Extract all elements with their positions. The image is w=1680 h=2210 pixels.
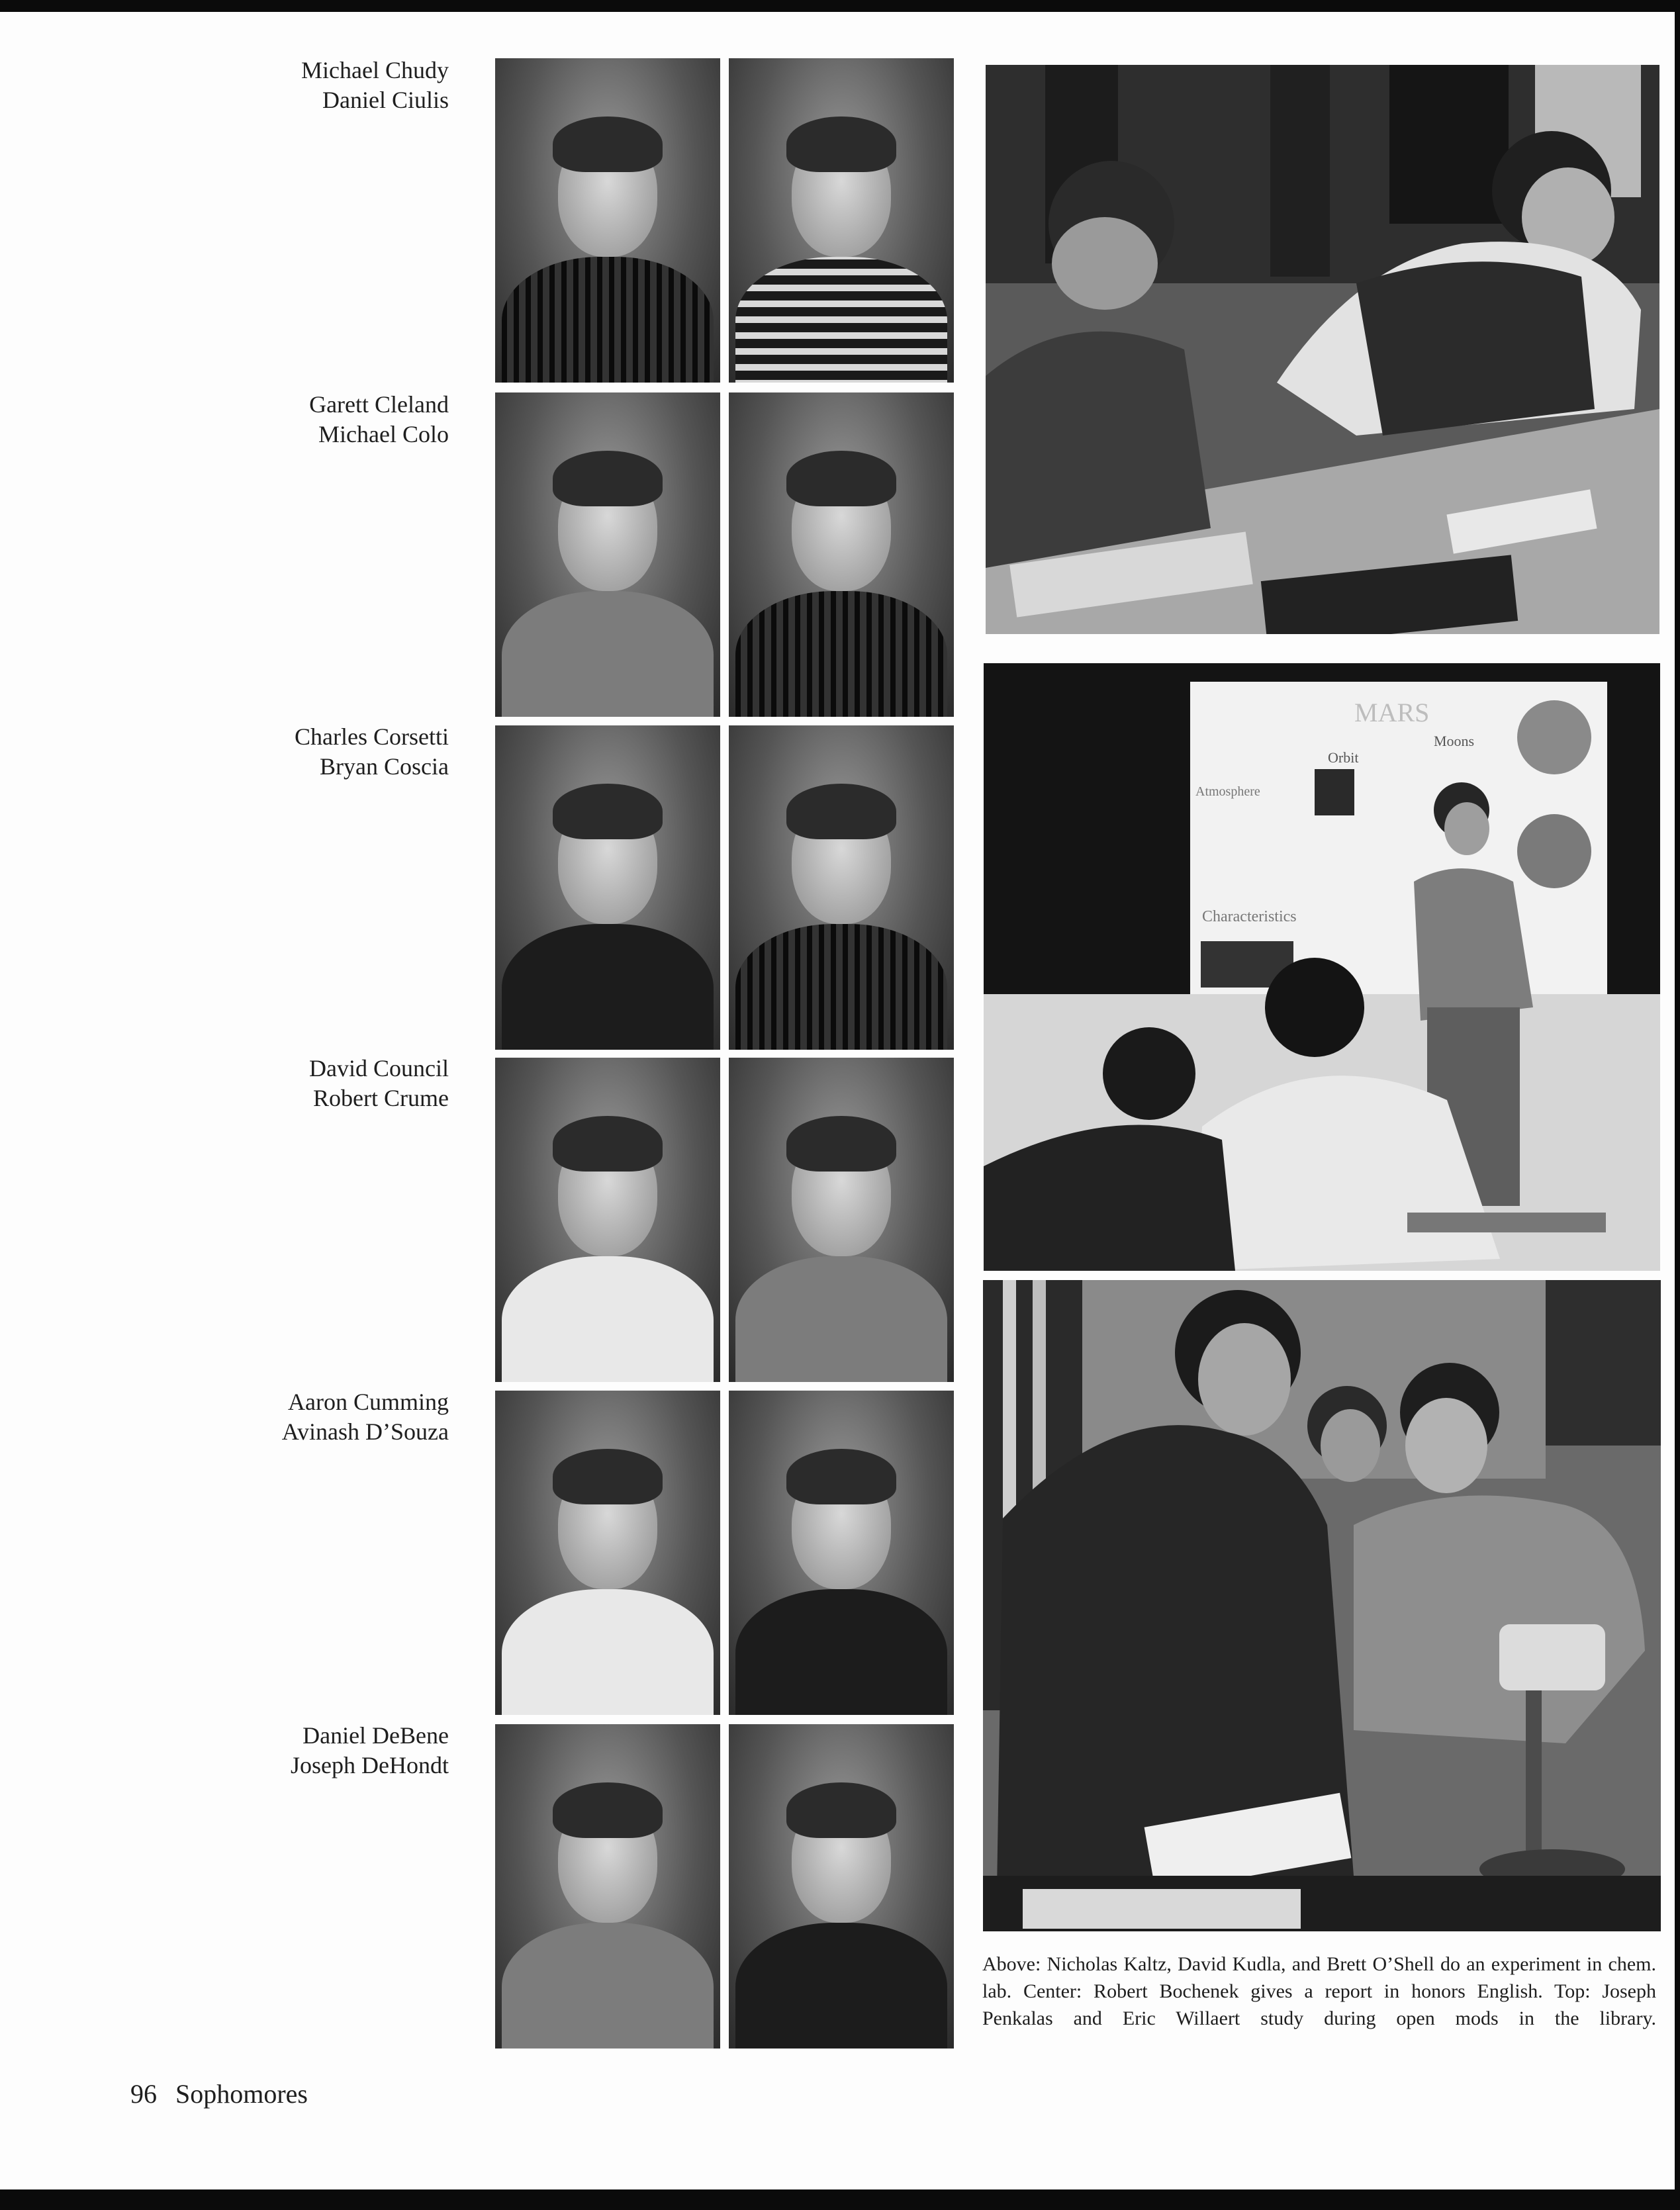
student-name: Michael Chudy [301,57,449,83]
chem-lab-photo [983,1280,1661,1931]
portrait-hair [786,1116,896,1172]
portrait-shirt [735,1923,947,2049]
student-name: Garett Cleland [309,391,449,418]
portrait-shirt [502,591,714,717]
student-name: Robert Crume [313,1085,449,1111]
student-portrait [729,58,954,383]
portrait-hair [553,1449,663,1504]
page-number: 96 [130,2079,157,2109]
portrait-shirt [502,1923,714,2049]
portrait-shirt [502,924,714,1050]
name-pair-3 [295,722,449,782]
english-report-photo [984,663,1660,1271]
portrait-hair [786,784,896,839]
poster-moons-label: Moons [1434,733,1475,749]
student-portrait [495,1391,720,1715]
name-pair-1 [301,56,449,115]
student-name: Daniel Ciulis [322,87,449,113]
poster-atmosphere-label: Atmosphere [1195,784,1260,799]
student-portrait [729,1724,954,2049]
portrait-shirt [502,257,714,383]
portrait-hair [786,451,896,506]
portrait-shirt [735,924,947,1050]
name-pair-6 [291,1721,449,1780]
poster-orbit-label: Orbit [1328,749,1359,766]
portrait-shirt [735,1256,947,1382]
portrait-hair [553,1782,663,1838]
section-title: Sophomores [175,2079,308,2109]
portrait-hair [553,451,663,506]
name-pair-2 [309,390,449,449]
portrait-shirt [735,1589,947,1715]
portrait-shirt [735,591,947,717]
student-portrait [495,58,720,383]
student-name: Bryan Coscia [320,753,449,780]
student-portrait [495,725,720,1050]
student-name: Daniel DeBene [303,1722,449,1749]
page-folio [130,2078,308,2109]
portrait-hair [553,784,663,839]
poster-title: MARS [1354,698,1430,727]
portrait-shirt [735,257,947,383]
portrait-hair [553,116,663,172]
portrait-hair [786,1449,896,1504]
yearbook-page [0,12,1675,2189]
student-portrait [495,392,720,717]
student-portrait [729,1058,954,1382]
photo-caption: Above: Nicholas Kaltz, David Kudla, and Brett O’Shell do an experiment in chem. lab. Center: Robert Bochenek gives a report in honors English. Top: Joseph Penkalas and Eric Willaert study during open mods in the library. [982,1953,1656,2029]
student-name: Charles Corsetti [295,723,449,750]
portrait-shirt [502,1589,714,1715]
student-name: Avinash D’Souza [281,1418,449,1445]
portrait-hair [786,116,896,172]
student-name: David Council [309,1055,449,1082]
portrait-hair [553,1116,663,1172]
student-name: Joseph DeHondt [291,1752,449,1778]
student-portrait [729,1391,954,1715]
student-portrait [729,725,954,1050]
student-name: Aaron Cumming [288,1389,449,1415]
student-portrait [495,1724,720,2049]
name-pair-5 [282,1387,449,1447]
student-name: Michael Colo [318,421,449,447]
portrait-shirt [502,1256,714,1382]
student-portrait [729,392,954,717]
name-pair-4 [309,1054,449,1113]
student-portrait [495,1058,720,1382]
portrait-hair [786,1782,896,1838]
poster-characteristics-label: Characteristics [1202,908,1297,925]
library-study-photo [986,65,1659,634]
